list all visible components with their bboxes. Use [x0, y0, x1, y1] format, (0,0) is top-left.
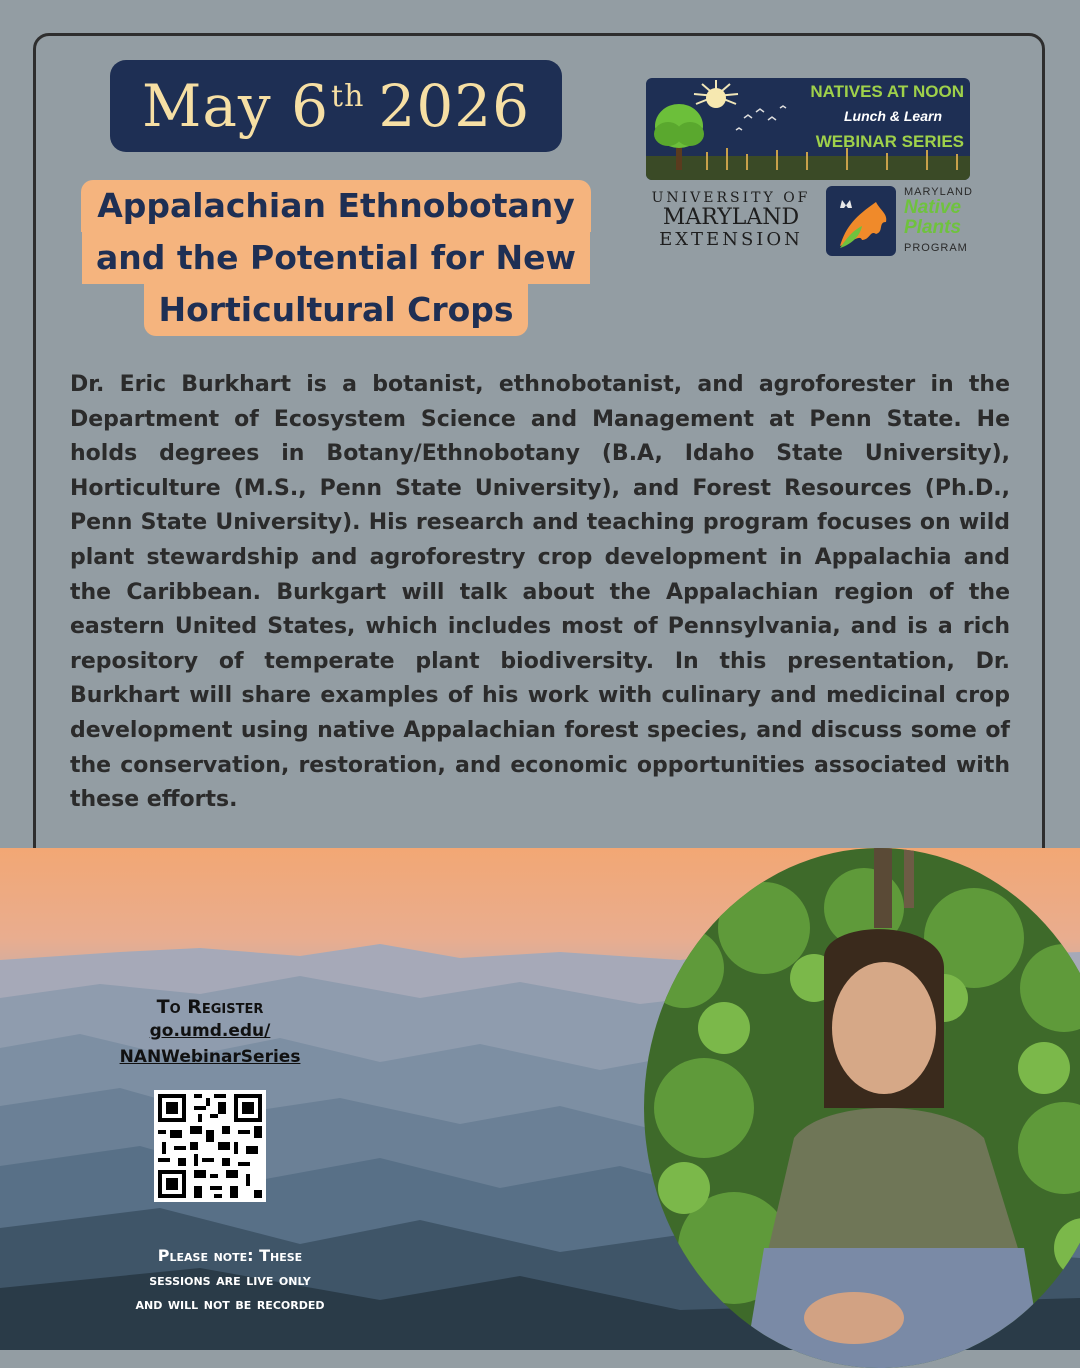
- title-line-2: and the Potential for New: [82, 232, 590, 284]
- mnp-native: Native: [904, 197, 962, 218]
- event-title: [66, 180, 606, 336]
- note-line-1: Please note: These: [157, 1246, 303, 1265]
- umd-line-3: EXTENSION: [659, 229, 803, 250]
- register-link-line-1[interactable]: go.umd.edu/: [149, 1021, 271, 1041]
- register-section: [80, 996, 340, 1070]
- date-year: 2026: [378, 72, 531, 140]
- note-line-2: sessions are live only: [149, 1270, 311, 1289]
- date-banner: [110, 60, 562, 152]
- natives-at-noon-logo: [646, 78, 970, 180]
- title-line-1: Appalachian Ethnobotany: [81, 180, 591, 232]
- date-month-day: May 6: [141, 72, 330, 140]
- oak-leaf-icon: [826, 186, 896, 256]
- recording-note: [80, 1244, 380, 1316]
- event-date: [142, 72, 530, 140]
- register-title: To Register: [156, 996, 264, 1018]
- mnp-line-1: MARYLAND: [904, 186, 973, 198]
- note-line-3: and will not be recorded: [135, 1294, 325, 1313]
- mnp-plants: Plants: [904, 217, 962, 238]
- speaker-bio: Dr. Eric Burkhart is a botanist, ethnobotanist, and agroforester in the Department of Ecosystem Science and Management at Penn State. He holds degrees in Botany/Ethnobotany (B.A, Idaho State University), Horticulture (M.S., Penn State University), and Forest Resources (Ph.D., Penn State University). His research and teaching program focuses on wild plant stewardship and agroforestry crop development in Appalachia and the Caribbean. Burkgart will talk about the Appalachian region of the eastern United States, which includes most of Pennsylvania, and is a rich repository of temperate plant biodiversity. In this presentation, Dr. Burkhart will share examples of his work with culinary and medicinal crop development using native Appalachian forest species, and discuss some of the conservation, restoration, and economic opportunities associated with these efforts.: [70, 372, 1010, 813]
- series-type: WEBINAR SERIES: [815, 132, 964, 151]
- umd-extension-logo: [646, 190, 816, 250]
- umd-line-2: MARYLAND: [662, 205, 800, 230]
- umd-line-1: UNIVERSITY OF: [651, 190, 811, 206]
- qr-code-icon[interactable]: [154, 1090, 266, 1202]
- series-subtitle: Lunch & Learn: [843, 108, 942, 124]
- mnp-line-3: PROGRAM: [904, 242, 968, 254]
- register-link-line-2[interactable]: NANWebinarSeries: [119, 1047, 301, 1067]
- series-title: NATIVES AT NOON: [810, 82, 964, 101]
- title-line-3: Horticultural Crops: [144, 284, 527, 336]
- maryland-native-plants-logo: [826, 186, 976, 256]
- date-suffix: th: [331, 78, 365, 114]
- mnp-line-2: [904, 198, 961, 238]
